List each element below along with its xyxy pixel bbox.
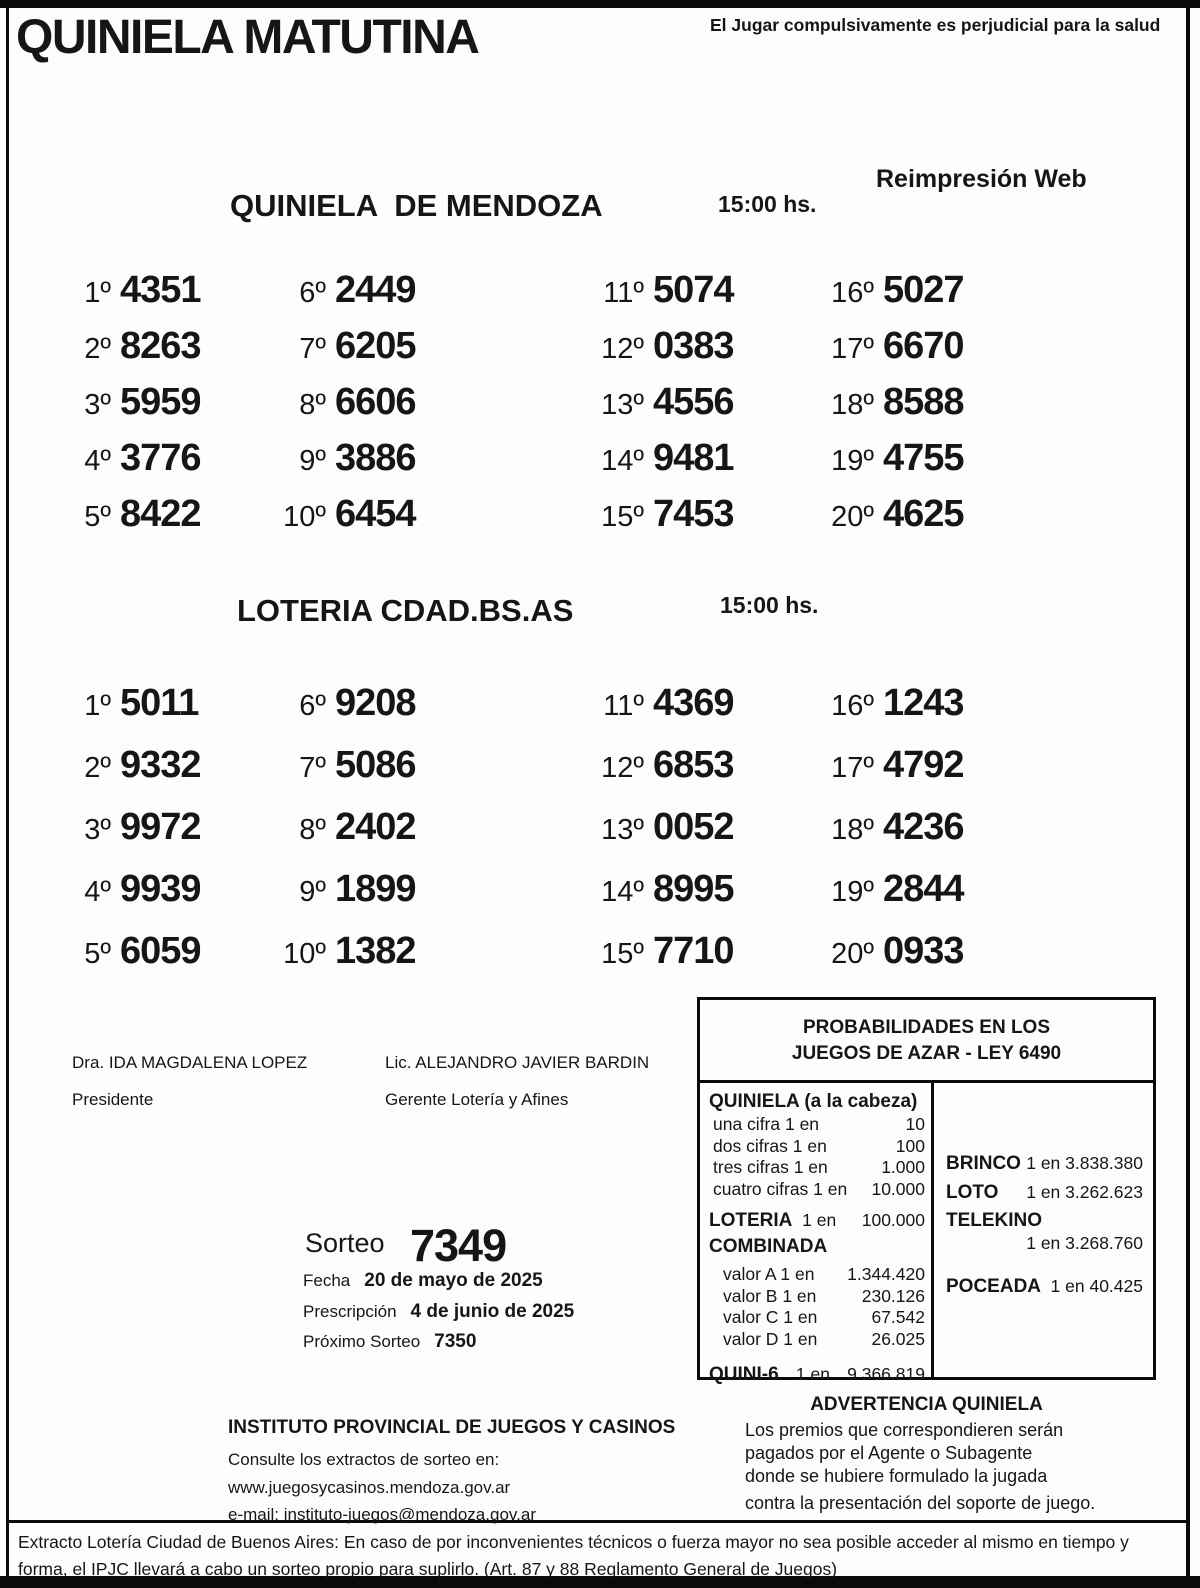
result-cell xyxy=(55,493,270,549)
result-number: 9972 xyxy=(120,806,201,848)
draw-number: 7349 xyxy=(410,1220,507,1271)
result-position: 1º xyxy=(84,690,111,722)
result-number: 6606 xyxy=(335,381,416,423)
next-draw-line xyxy=(303,1331,476,1353)
loteria-odds-row xyxy=(709,1210,925,1232)
result-number: 3776 xyxy=(120,437,201,479)
odds-value: 100 xyxy=(895,1135,925,1156)
result-position: 3º xyxy=(84,389,111,421)
result-cell xyxy=(270,381,588,437)
quini6-odds-name: QUINI-6 xyxy=(709,1364,779,1385)
result-cell xyxy=(55,682,270,744)
result-position: 7º xyxy=(299,333,326,365)
probabilities-title-line2: JUEGOS DE AZAR - LEY 6490 xyxy=(791,1043,1062,1064)
result-cell xyxy=(588,868,818,930)
result-number: 0052 xyxy=(653,806,734,848)
odds-row xyxy=(709,1136,925,1158)
result-number: 5027 xyxy=(883,269,964,311)
loto-name: LOTO xyxy=(946,1182,999,1203)
result-number: 9939 xyxy=(120,868,201,910)
result-number: 6059 xyxy=(120,930,201,972)
section-mendoza-time: 15:00 hs. xyxy=(718,191,817,217)
odds-label: dos cifras 1 en xyxy=(713,1135,827,1156)
result-cell xyxy=(270,325,588,381)
result-number: 6205 xyxy=(335,325,416,367)
result-position: 15º xyxy=(601,501,644,533)
result-cell xyxy=(270,493,588,549)
result-position: 9º xyxy=(299,445,326,477)
result-position: 11º xyxy=(603,690,644,722)
result-number: 8263 xyxy=(120,325,201,367)
footer-disclaimer xyxy=(18,1529,1178,1583)
loto-odds-row xyxy=(946,1182,1143,1204)
result-number: 2402 xyxy=(335,806,416,848)
result-position: 13º xyxy=(601,389,644,421)
result-cell xyxy=(588,437,818,493)
advertencia-line: Los premios que correspondieren serán xyxy=(745,1420,1064,1440)
section-bsas-title: LOTERIA CDAD.BS.AS xyxy=(237,593,574,628)
result-cell xyxy=(818,493,1145,549)
odds-value: 10.000 xyxy=(871,1178,925,1199)
result-cell xyxy=(818,269,1145,325)
result-position: 15º xyxy=(601,938,644,970)
result-number: 1382 xyxy=(335,930,416,972)
result-cell xyxy=(270,930,588,992)
result-number: 5086 xyxy=(335,744,416,786)
page-border-right xyxy=(1186,0,1190,1588)
result-cell xyxy=(270,806,588,868)
odds-value: 10 xyxy=(905,1114,925,1134)
result-number: 9481 xyxy=(653,437,734,479)
odds-row xyxy=(709,1157,925,1179)
result-number: 3886 xyxy=(335,437,416,479)
odds-value: 1.000 xyxy=(881,1157,925,1177)
probabilities-title-line1: PROBABILIDADES EN LOS xyxy=(802,1017,1051,1038)
result-cell xyxy=(818,806,1145,868)
poceada-odds-row xyxy=(946,1276,1143,1298)
draw-date-value: 20 de mayo de 2025 xyxy=(364,1270,543,1291)
reprint-label: Reimpresión Web xyxy=(876,165,1087,193)
result-position: 14º xyxy=(601,876,644,908)
result-cell xyxy=(270,868,588,930)
odds-value: 230.126 xyxy=(861,1285,925,1306)
odds-label: cuatro cifras 1 en xyxy=(713,1178,848,1199)
combinada-heading: COMBINADA xyxy=(709,1236,828,1257)
result-number: 4351 xyxy=(120,269,201,311)
telekino-name: TELEKINO xyxy=(946,1210,1043,1231)
result-cell xyxy=(55,930,270,992)
result-position: 5º xyxy=(84,938,111,970)
institute-line: e-mail: instituto-juegos@mendoza.gov.ar xyxy=(228,1505,536,1524)
result-position: 20º xyxy=(831,938,874,970)
result-number: 4236 xyxy=(883,806,964,848)
result-cell xyxy=(818,868,1145,930)
result-position: 8º xyxy=(299,389,326,421)
result-cell xyxy=(588,269,818,325)
result-number: 8422 xyxy=(120,493,201,535)
result-position: 13º xyxy=(601,814,644,846)
section-bsas-time: 15:00 hs. xyxy=(720,592,819,618)
advertencia-line: pagados por el Agente o Subagente xyxy=(745,1443,1033,1463)
odds-label: valor A 1 en xyxy=(723,1264,815,1284)
result-cell xyxy=(55,269,270,325)
result-cell xyxy=(588,325,818,381)
footer-line: Extracto Lotería Ciudad de Buenos Aires: En caso de por inconvenientes técnicos o fuerza mayor no sea posible acceder al mismo en tiempo y xyxy=(18,1532,1129,1552)
page-border-top xyxy=(0,0,1200,8)
result-number: 0383 xyxy=(653,325,734,367)
result-position: 18º xyxy=(831,814,874,846)
result-number: 9208 xyxy=(335,682,416,724)
result-position: 5º xyxy=(84,501,111,533)
result-cell xyxy=(588,493,818,549)
result-number: 4369 xyxy=(653,682,734,724)
result-position: 18º xyxy=(831,389,874,421)
result-cell xyxy=(818,437,1145,493)
result-number: 1243 xyxy=(883,682,964,724)
odds-row xyxy=(709,1329,925,1351)
next-draw-label: Próximo Sorteo xyxy=(303,1332,421,1351)
odds-row xyxy=(709,1307,925,1329)
draw-date-line xyxy=(303,1270,543,1292)
result-number: 0933 xyxy=(883,930,964,972)
result-position: 20º xyxy=(831,501,874,533)
result-number: 8588 xyxy=(883,381,964,423)
result-cell xyxy=(818,682,1145,744)
institute-title: INSTITUTO PROVINCIAL DE JUEGOS Y CASINOS xyxy=(228,1417,676,1438)
draw-date-label: Fecha xyxy=(303,1271,351,1290)
official-2-name: Lic. ALEJANDRO JAVIER BARDIN xyxy=(385,1053,650,1072)
result-cell xyxy=(55,744,270,806)
result-number: 2844 xyxy=(883,868,964,910)
quiniela-odds-heading: QUINIELA (a la cabeza) xyxy=(709,1091,918,1112)
result-cell xyxy=(588,744,818,806)
odds-row xyxy=(709,1179,925,1201)
odds-value: 1.344.420 xyxy=(847,1264,925,1284)
next-draw-value: 7350 xyxy=(434,1331,477,1352)
result-cell xyxy=(818,381,1145,437)
quini6-odds-value: 9.366.819 xyxy=(847,1364,925,1384)
odds-label: valor D 1 en xyxy=(723,1328,818,1349)
institute-line: www.juegosycasinos.mendoza.gov.ar xyxy=(228,1477,511,1497)
result-number: 6853 xyxy=(653,744,734,786)
result-cell xyxy=(818,744,1145,806)
result-number: 4792 xyxy=(883,744,964,786)
page-border-left xyxy=(6,0,9,1588)
result-number: 4755 xyxy=(883,437,964,479)
institute-lines xyxy=(228,1446,536,1529)
brinco-name: BRINCO xyxy=(946,1153,1021,1174)
advertencia-line: contra la presentación del soporte de juego. xyxy=(745,1493,1096,1513)
probabilities-left-column xyxy=(700,1083,934,1385)
result-cell xyxy=(55,868,270,930)
brinco-value: 1 en 3.838.380 xyxy=(1026,1153,1143,1173)
odds-label: tres cifras 1 en xyxy=(713,1157,828,1177)
probabilities-box xyxy=(697,997,1156,1385)
result-cell xyxy=(588,682,818,744)
result-position: 17º xyxy=(831,333,874,365)
odds-label: una cifra 1 en xyxy=(713,1114,820,1134)
draw-label: Sorteo xyxy=(305,1228,385,1258)
result-number: 5011 xyxy=(120,682,199,724)
result-number: 4625 xyxy=(883,493,964,535)
result-position: 7º xyxy=(299,752,326,784)
result-position: 6º xyxy=(299,690,326,722)
result-position: 2º xyxy=(84,752,111,784)
odds-row xyxy=(709,1264,925,1286)
quini6-odds-unit: 1 en xyxy=(795,1364,830,1384)
result-cell xyxy=(588,381,818,437)
result-position: 10º xyxy=(283,938,326,970)
official-1-role: Presidente xyxy=(72,1090,154,1109)
result-position: 1º xyxy=(84,277,111,309)
result-position: 9º xyxy=(299,876,326,908)
result-position: 3º xyxy=(84,814,111,846)
section-mendoza-title: QUINIELA DE MENDOZA xyxy=(230,188,603,223)
result-position: 16º xyxy=(831,690,874,722)
quiniela-odds-rows xyxy=(709,1114,925,1200)
telekino-value: 1 en 3.268.760 xyxy=(1026,1233,1143,1253)
result-position: 17º xyxy=(831,752,874,784)
odds-label: valor B 1 en xyxy=(723,1285,817,1306)
draw-prescription-label: Prescripción xyxy=(303,1302,397,1321)
result-cell xyxy=(270,682,588,744)
result-cell xyxy=(270,744,588,806)
poceada-name: POCEADA xyxy=(946,1276,1042,1297)
odds-value: 26.025 xyxy=(871,1328,925,1349)
odds-label: valor C 1 en xyxy=(723,1307,818,1327)
result-cell xyxy=(270,437,588,493)
result-number: 6670 xyxy=(883,325,964,367)
result-number: 5074 xyxy=(653,269,734,311)
loteria-odds-unit: 1 en xyxy=(802,1210,837,1230)
result-number: 5959 xyxy=(120,381,201,423)
loteria-odds-value: 100.000 xyxy=(861,1210,925,1230)
poceada-value: 1 en 40.425 xyxy=(1050,1276,1143,1296)
official-1-name: Dra. IDA MAGDALENA LOPEZ xyxy=(72,1053,308,1072)
result-position: 8º xyxy=(299,814,326,846)
result-position: 14º xyxy=(601,445,644,477)
result-number: 9332 xyxy=(120,744,201,786)
result-position: 12º xyxy=(601,333,644,365)
footer-line: forma, el IPJC llevará a cabo un sorteo propio para suplirlo. (Art. 87 y 88 Reglamento General de Juegos) xyxy=(18,1559,838,1579)
official-2-role: Gerente Lotería y Afines xyxy=(385,1090,569,1109)
result-number: 1899 xyxy=(335,868,416,910)
result-position: 10º xyxy=(283,501,326,533)
result-number: 2449 xyxy=(335,269,416,311)
quini6-odds-row xyxy=(709,1364,925,1386)
advertencia-body xyxy=(745,1419,1165,1515)
result-cell xyxy=(588,930,818,992)
draw-prescription-line xyxy=(303,1301,574,1323)
loto-value: 1 en 3.262.623 xyxy=(1026,1182,1143,1202)
result-cell xyxy=(55,806,270,868)
result-position: 16º xyxy=(831,277,874,309)
result-position: 19º xyxy=(831,876,874,908)
result-cell xyxy=(55,325,270,381)
result-position: 11º xyxy=(603,277,644,309)
result-cell xyxy=(270,269,588,325)
brinco-odds-row xyxy=(946,1153,1143,1175)
odds-row xyxy=(709,1286,925,1308)
result-position: 4º xyxy=(84,876,111,908)
result-number: 7710 xyxy=(653,930,734,972)
result-position: 12º xyxy=(601,752,644,784)
result-number: 4556 xyxy=(653,381,734,423)
result-cell xyxy=(818,325,1145,381)
result-cell xyxy=(55,437,270,493)
odds-row xyxy=(709,1114,925,1136)
draw-prescription-value: 4 de junio de 2025 xyxy=(410,1301,575,1322)
loteria-odds-name: LOTERIA xyxy=(709,1210,793,1231)
footer-separator-line xyxy=(9,1520,1186,1523)
results-grid-mendoza xyxy=(55,269,1145,549)
result-position: 19º xyxy=(831,445,874,477)
odds-value: 67.542 xyxy=(871,1307,925,1327)
advertencia-title: ADVERTENCIA QUINIELA xyxy=(810,1394,1043,1415)
result-number: 6454 xyxy=(335,493,416,535)
institute-line: Consulte los extractos de sorteo en: xyxy=(228,1450,500,1469)
result-number: 7453 xyxy=(653,493,734,535)
results-grid-bsas xyxy=(55,682,1145,992)
result-number: 8995 xyxy=(653,868,734,910)
probabilities-right-column xyxy=(934,1083,1153,1377)
result-cell xyxy=(588,806,818,868)
document-title: QUINIELA MATUTINA xyxy=(16,11,479,64)
result-position: 6º xyxy=(299,277,326,309)
result-cell xyxy=(55,381,270,437)
result-position: 4º xyxy=(84,445,111,477)
probabilities-title xyxy=(700,1000,1153,1083)
combinada-odds-rows xyxy=(709,1264,925,1350)
health-warning: El Jugar compulsivamente es perjudicial para la salud xyxy=(710,15,1161,35)
result-position: 2º xyxy=(84,333,111,365)
advertencia-line: donde se hubiere formulado la jugada xyxy=(745,1466,1048,1486)
result-cell xyxy=(818,930,1145,992)
